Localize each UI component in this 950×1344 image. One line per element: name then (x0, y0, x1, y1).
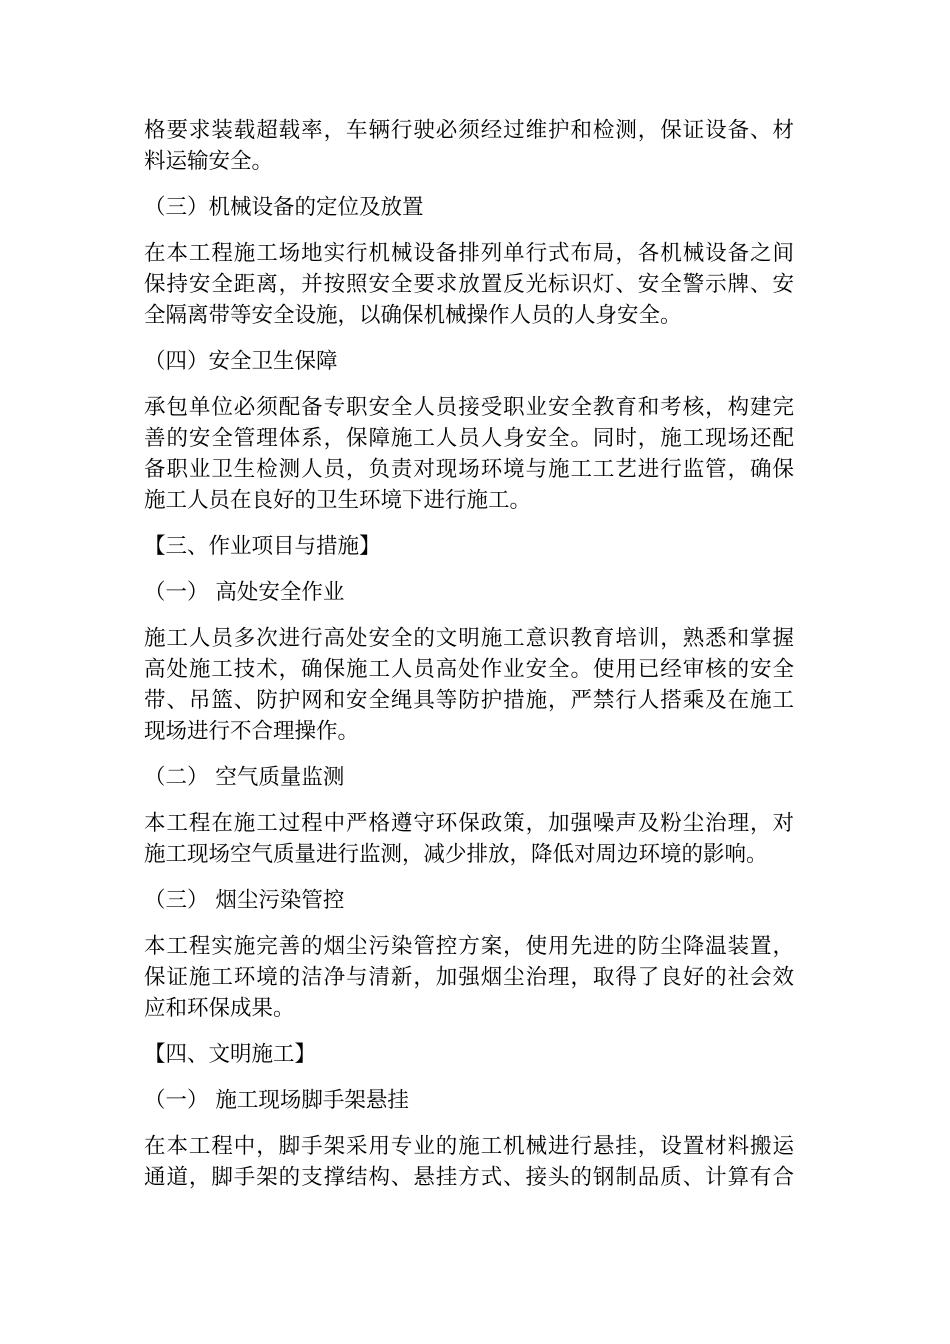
paragraph-line: 全隔离带等安全设施，以确保机械操作人员的人身安全。 (144, 303, 682, 328)
paragraph-line: 施工人员在良好的卫生环境下进行施工。 (144, 488, 532, 513)
paragraph-line: 在本工程中，脚手架采用专业的施工机械进行悬挂，设置材料搬运 (144, 1134, 794, 1159)
body-paragraph (144, 931, 794, 1024)
paragraph-line: 本工程实施完善的烟尘污染管控方案，使用先进的防尘降温装置， (144, 934, 794, 959)
section-heading: （一） 施工现场脚手架悬挂 (144, 1088, 409, 1113)
paragraph-line: 备职业卫生检测人员，负责对现场环境与施工工艺进行监管，确保 (144, 457, 794, 482)
paragraph-line: 料运输安全。 (144, 149, 274, 174)
body-paragraph (144, 1131, 794, 1193)
section-heading: 【三、作业项目与措施】 (144, 534, 381, 559)
paragraph-line: 本工程在施工过程中严格遵守环保政策，加强噪声及粉尘治理，对 (144, 811, 794, 836)
paragraph-line: 应和环保成果。 (144, 996, 295, 1021)
paragraph-line: 承包单位必须配备专职安全人员接受职业安全教育和考核，构建完 (144, 395, 794, 420)
paragraph-line: 善的安全管理体系，保障施工人员人身安全。同时，施工现场还配 (144, 426, 794, 451)
section-heading: （四）安全卫生保障 (144, 349, 338, 374)
body-paragraph (144, 623, 794, 747)
paragraph-line: 在本工程施工场地实行机械设备排列单行式布局，各机械设备之间 (144, 241, 794, 266)
section-heading: （三）机械设备的定位及放置 (144, 195, 424, 220)
paragraph-line: 高处施工技术，确保施工人员高处作业安全。使用已经审核的安全 (144, 657, 794, 682)
paragraph-line: 通道，脚手架的支撑结构、悬挂方式、接头的钢制品质、计算有合 (144, 1165, 794, 1190)
body-paragraph (144, 808, 794, 870)
body-paragraph (144, 115, 794, 177)
body-paragraph (144, 392, 794, 516)
section-heading: 【四、文明施工】 (144, 1042, 317, 1067)
document-body (144, 115, 794, 1193)
section-heading: （二） 空气质量监测 (144, 765, 345, 790)
paragraph-line: 保持安全距离，并按照安全要求放置反光标识灯、安全警示牌、安 (144, 272, 794, 297)
paragraph-line: 施工现场空气质量进行监测，减少排放，降低对周边环境的影响。 (144, 842, 768, 867)
paragraph-line: 格要求装载超载率，车辆行驶必须经过维护和检测，保证设备、材 (144, 118, 794, 143)
paragraph-line: 施工人员多次进行高处安全的文明施工意识教育培训，熟悉和掌握 (144, 626, 794, 651)
section-heading: （一） 高处安全作业 (144, 580, 345, 605)
section-heading: （三） 烟尘污染管控 (144, 888, 345, 913)
paragraph-line: 现场进行不合理操作。 (144, 719, 360, 744)
paragraph-line: 带、吊篮、防护网和安全绳具等防护措施，严禁行人搭乘及在施工 (144, 688, 794, 713)
body-paragraph (144, 238, 794, 331)
paragraph-line: 保证施工环境的洁净与清新，加强烟尘治理，取得了良好的社会效 (144, 965, 794, 990)
